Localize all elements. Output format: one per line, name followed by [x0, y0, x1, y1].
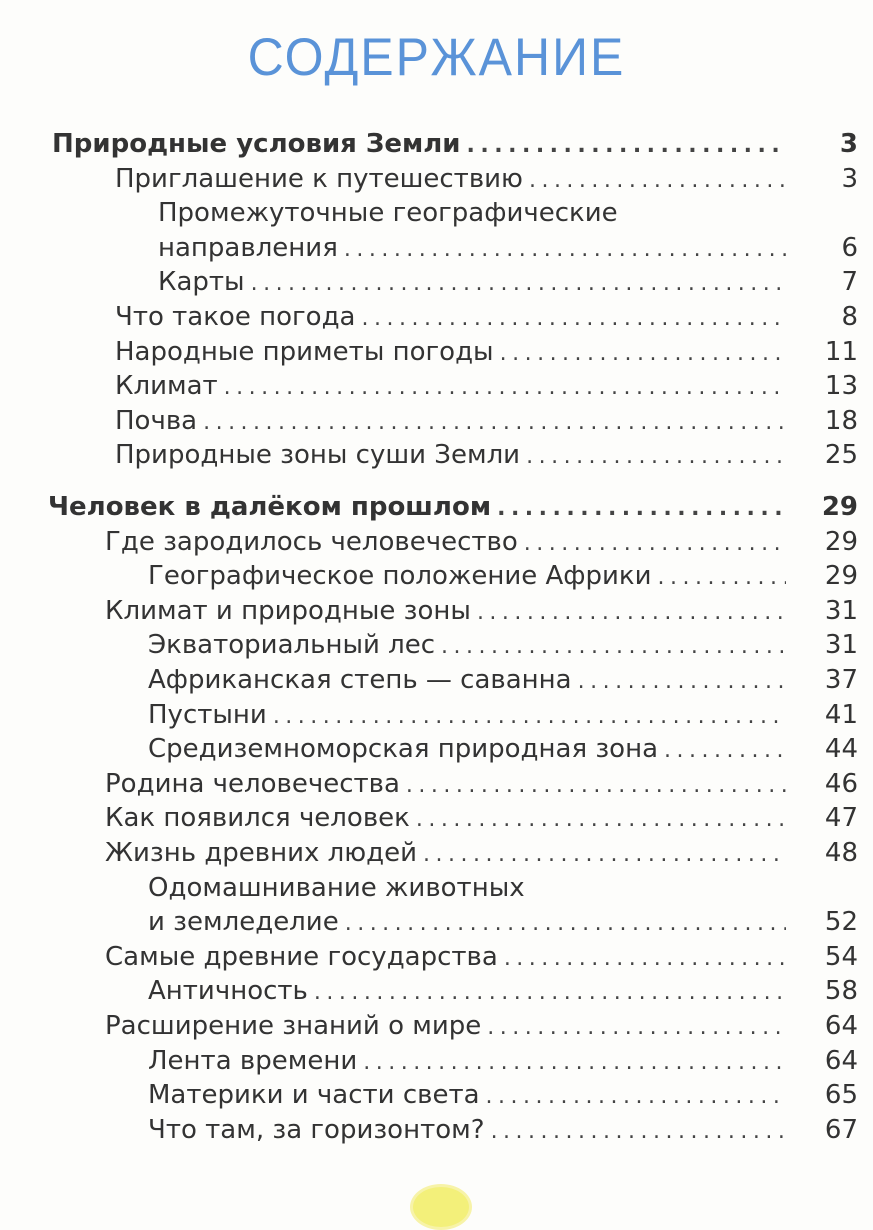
toc-page-number: 65 [824, 1080, 858, 1111]
toc-page-number: 25 [824, 440, 858, 471]
dot-leader [491, 1115, 786, 1150]
page-decoration-icon [410, 1184, 472, 1230]
dot-leader [363, 1046, 786, 1081]
toc-page-number: 31 [824, 630, 858, 661]
toc-entry [0, 698, 858, 733]
toc-entry-title: и земледелие [148, 907, 339, 938]
toc-entry-title: направления [158, 232, 338, 263]
toc-page-number: 52 [824, 907, 858, 938]
toc-entry-title: Средиземноморская природная зона [148, 734, 659, 765]
toc-entry [0, 1078, 858, 1113]
toc-entry-title: Климат и природные зоны [105, 595, 471, 626]
toc-entry [0, 162, 858, 197]
toc-entry-title: Где зародилось человечество [105, 526, 518, 557]
toc-page-number: 3 [841, 163, 858, 194]
toc-entry-title: Что там, за горизонтом? [148, 1114, 485, 1145]
toc-entry [0, 940, 858, 975]
toc-entry-title: Как появился человек [105, 803, 410, 834]
dot-leader [406, 769, 786, 804]
toc-entry-title: Что такое погода [115, 301, 356, 332]
toc-page-number: 29 [824, 526, 858, 557]
toc-page-number: 6 [841, 232, 858, 263]
dot-leader [467, 129, 786, 164]
toc-page-number: 29 [821, 492, 858, 522]
toc-page-number: 11 [824, 336, 858, 367]
dot-leader [529, 164, 786, 199]
toc-entry-title: Родина человечества [105, 768, 400, 799]
toc-entry-title: Экваториальный лес [148, 630, 436, 661]
dot-leader [273, 700, 786, 735]
toc-entry-title: Климат [115, 371, 218, 402]
toc-page-number: 13 [824, 371, 858, 402]
toc-page-number: 64 [824, 1010, 858, 1041]
dot-leader [203, 406, 786, 441]
dot-leader [658, 561, 786, 596]
toc-entry [0, 905, 858, 940]
toc-entry [0, 628, 858, 663]
toc-section-heading [0, 490, 858, 525]
toc-page-number: 8 [841, 301, 858, 332]
dot-leader [416, 803, 786, 838]
toc-entry-title: Самые древние государства [105, 941, 498, 972]
toc-entry [0, 369, 858, 404]
dot-leader [344, 233, 786, 268]
toc-entry-title: Природные условия Земли [52, 129, 461, 159]
toc-entry-title: Карты [158, 267, 245, 298]
toc-page-number: 46 [824, 768, 858, 799]
toc-entry-title: Человек в далёком прошлом [48, 492, 492, 522]
dot-leader [500, 337, 786, 372]
toc-page-number: 58 [824, 976, 858, 1007]
dot-leader [487, 1011, 786, 1046]
toc-page-number: 44 [824, 734, 858, 765]
toc-section-heading [0, 127, 858, 162]
toc-entry [0, 1009, 858, 1044]
toc-entry-title: Почва [115, 405, 198, 436]
dot-leader [345, 907, 786, 942]
dot-leader [314, 976, 786, 1011]
toc-entry [0, 974, 858, 1009]
toc-entry-title: Жизнь древних людей [105, 837, 418, 868]
toc-page-number: 54 [824, 941, 858, 972]
dot-leader [441, 630, 786, 665]
toc-page-number: 41 [824, 699, 858, 730]
toc-entry [0, 404, 858, 439]
dot-leader [497, 492, 786, 527]
toc-entry [0, 335, 858, 370]
dot-leader [251, 267, 786, 302]
dot-leader [578, 665, 786, 700]
toc-page-number: 29 [824, 561, 858, 592]
dot-leader [504, 942, 786, 977]
toc-entry [0, 663, 858, 698]
toc-page-number: 3 [839, 129, 858, 159]
toc-entry [0, 231, 858, 266]
dot-leader [361, 302, 786, 337]
toc-entry-title: Расширение знаний о мире [105, 1010, 482, 1041]
toc-page-number: 48 [824, 837, 858, 868]
toc-entry [0, 836, 858, 871]
toc-entry [0, 438, 858, 473]
dot-leader [664, 734, 786, 769]
toc-page-number: 67 [824, 1114, 858, 1145]
toc-entry [0, 594, 858, 629]
dot-leader [423, 838, 786, 873]
toc-entry-title: Приглашение к путешествию [115, 163, 523, 194]
toc-page-number: 47 [824, 803, 858, 834]
toc-entry [0, 1044, 858, 1079]
toc-section-ancient-human [0, 490, 858, 1147]
toc-entry-title: Географическое положение Африки [148, 561, 652, 592]
toc-page-number: 37 [824, 664, 858, 695]
toc-entry-title: Материки и части света [148, 1080, 480, 1111]
toc-entry-title: Природные зоны суши Земли [115, 440, 521, 471]
dot-leader [486, 1080, 786, 1115]
toc-section-natural-conditions [0, 127, 858, 473]
toc-entry-title: Лента времени [148, 1045, 358, 1076]
toc-entry-title: Античность [148, 976, 308, 1007]
toc-entry-title: Африканская степь — саванна [148, 664, 572, 695]
toc-entry [0, 300, 858, 335]
toc-entry-title: Промежуточные географические [158, 198, 618, 229]
toc-entry [0, 525, 858, 560]
dot-leader [477, 596, 786, 631]
toc-page-number: 18 [824, 405, 858, 436]
page-title: СОДЕРЖАНИЕ [247, 27, 626, 87]
toc-entry-line [0, 196, 858, 231]
dot-leader [524, 527, 786, 562]
toc-entry-title: Одомашнивание животных [148, 872, 525, 903]
toc-entry [0, 767, 858, 802]
dot-leader [224, 371, 786, 406]
toc-entry-line [0, 871, 858, 906]
toc-entry [0, 1113, 858, 1148]
toc-page-number: 31 [824, 595, 858, 626]
toc-entry-title: Народные приметы погоды [115, 336, 494, 367]
toc-page-number: 7 [841, 267, 858, 298]
toc-entry-title: Пустыни [148, 699, 267, 730]
toc-entry [0, 265, 858, 300]
toc-entry [0, 732, 858, 767]
toc-page-number: 64 [824, 1045, 858, 1076]
dot-leader [526, 440, 786, 475]
toc-entry [0, 559, 858, 594]
toc-entry [0, 801, 858, 836]
